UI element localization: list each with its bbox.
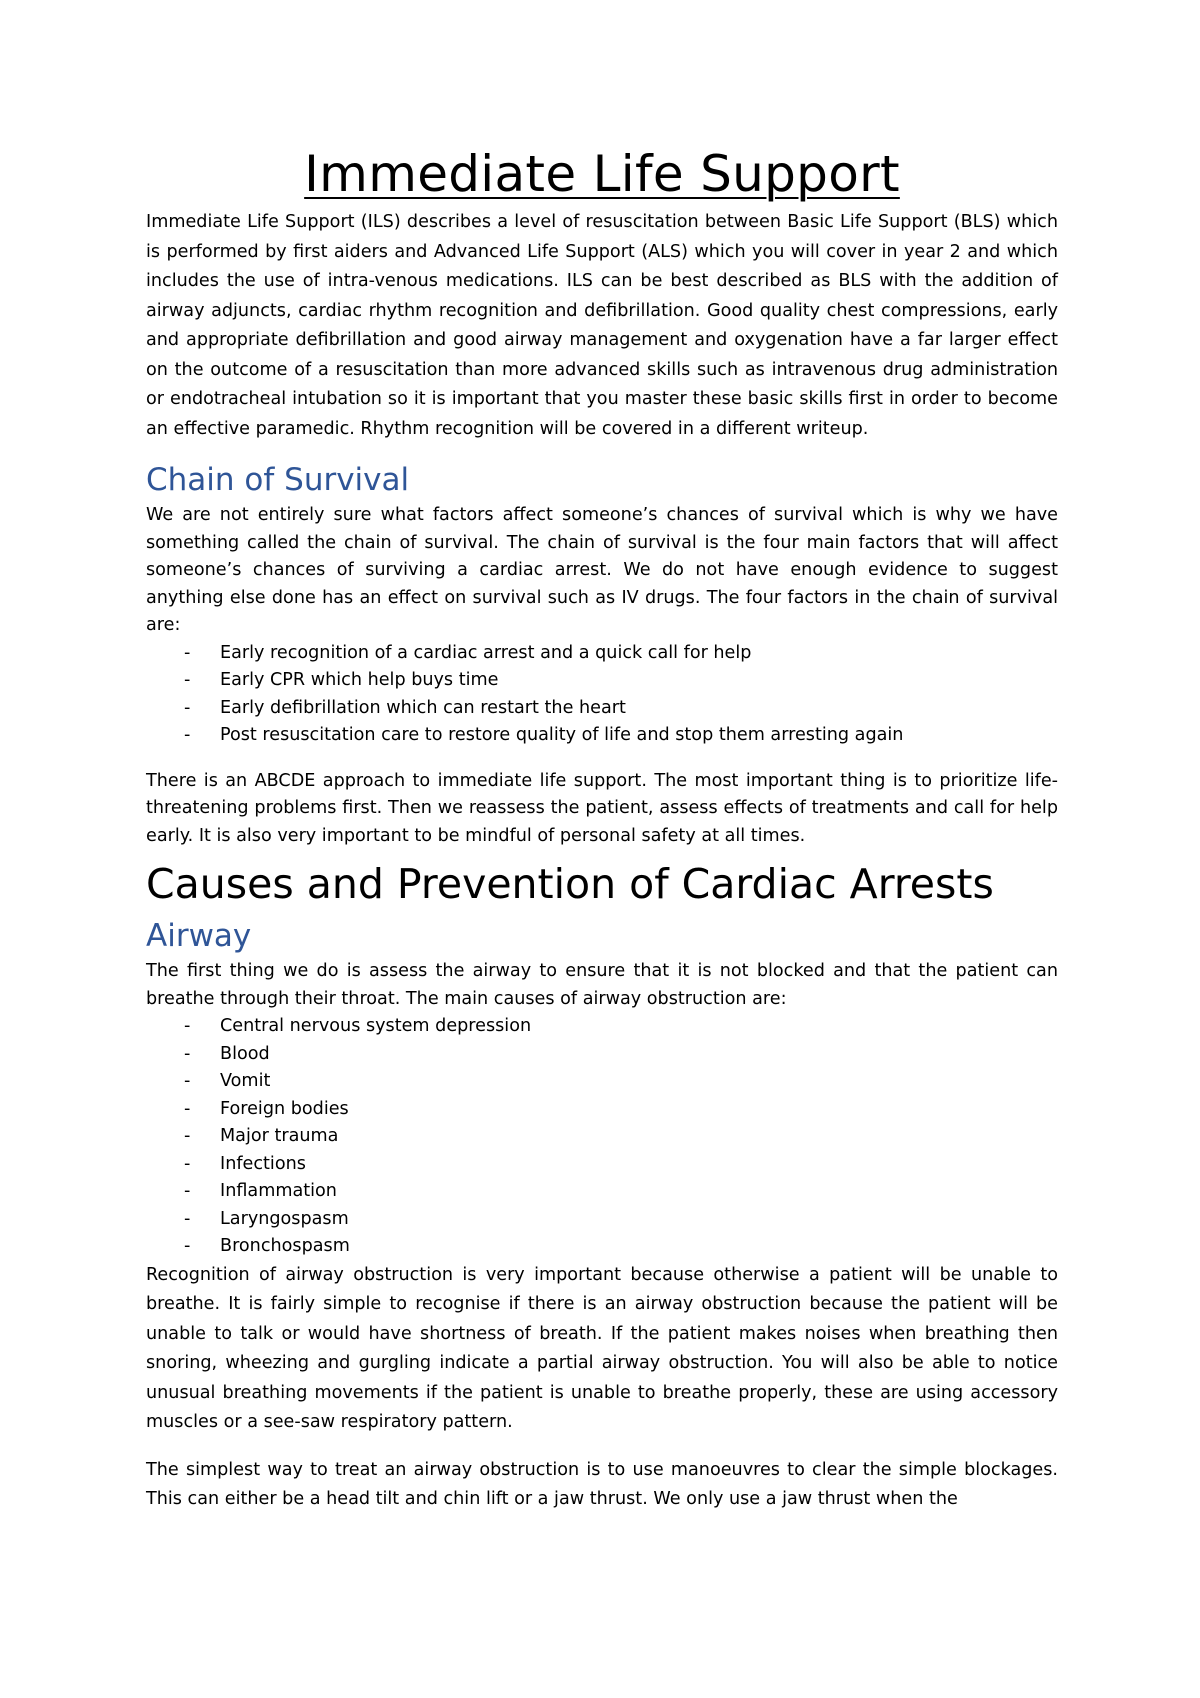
list-item xyxy=(146,1123,1058,1151)
dash-bullet: - xyxy=(184,1098,191,1119)
paragraph-spacer xyxy=(146,750,1058,768)
list-item-text: Vomit xyxy=(220,1071,271,1091)
list-item xyxy=(146,1068,1058,1096)
list-item-text: Central nervous system depression xyxy=(220,1016,532,1036)
list-item xyxy=(146,1151,1058,1179)
list-item-text: Inflammation xyxy=(220,1181,337,1201)
dash-bullet: - xyxy=(184,1181,191,1201)
dash-bullet: - xyxy=(184,1016,191,1036)
list-item xyxy=(146,667,1058,695)
dash-bullet: - xyxy=(184,1126,191,1146)
chain-of-survival-paragraph: We are not entirely sure what factors affect someone’s chances of survival which is why we have something called the chain of survival. The chain of survival is the four main factors that will affect someone’s chances of surviving a cardiac arrest. We do not have enough evidence to suggest anything else done has an effect on survival such as IV drugs. The four factors in the chain of survival are: xyxy=(146,505,1058,635)
dash-bullet: - xyxy=(184,642,191,663)
list-item-text: Early defibrillation which can restart the heart xyxy=(220,697,626,718)
dash-bullet: - xyxy=(184,1153,191,1174)
abcde-paragraph: There is an ABCDE approach to immediate life support. The most important thing is to prioritize life-threatening problems first. Then we reassess the patient, assess effects of treatments and call for help early. It is also very important to be mindful of personal safety at all times. xyxy=(146,770,1058,846)
list-item-text: Major trauma xyxy=(220,1126,339,1146)
list-item xyxy=(146,722,1058,750)
list-item xyxy=(146,640,1058,668)
list-item-text: Blood xyxy=(220,1043,270,1064)
airway-paragraph: The first thing we do is assess the airway to ensure that it is not blocked and that the patient can breathe through their throat. The main causes of airway obstruction are: xyxy=(146,961,1058,1009)
treatment-paragraph: The simplest way to treat an airway obstruction is to use manoeuvres to clear the simple blockages. This can either be a head tilt and chin lift or a jaw thrust. We only use a jaw thrust when the xyxy=(146,1459,1058,1509)
dash-bullet: - xyxy=(184,697,191,718)
list-item xyxy=(146,1013,1058,1041)
causes-heading: Causes and Prevention of Cardiac Arrests xyxy=(146,860,994,908)
list-item-text: Early CPR which help buys time xyxy=(220,670,499,690)
list-item-text: Post resuscitation care to restore quality of life and stop them arresting again xyxy=(220,725,904,745)
document-body xyxy=(146,142,1058,1515)
intro-paragraph: Immediate Life Support (ILS) describes a level of resuscitation between Basic Life Support (BLS) which is performed by first aiders and Advanced Life Support (ALS) which you will cover in year 2 and which includes the use of intra-venous medications. ILS can be best described as BLS with the addition of airway adjuncts, cardiac rhythm recognition and defibrillation. Good quality chest compressions, early and appropriate defibrillation and good airway management and oxygenation have a far larger effect on the outcome of a resuscitation than more advanced skills such as intravenous drug administration or endotracheal intubation so it is important that you master these basic skills first in order to become an effective paramedic. Rhythm recognition will be covered in a different writeup. xyxy=(146,212,1058,439)
dash-bullet: - xyxy=(184,1236,191,1256)
list-item xyxy=(146,1096,1058,1124)
list-item-text: Bronchospasm xyxy=(220,1236,350,1256)
chain-of-survival-list xyxy=(146,640,1058,750)
list-item xyxy=(146,1233,1058,1261)
list-item-text: Laryngospasm xyxy=(220,1208,349,1229)
chain-of-survival-heading: Chain of Survival xyxy=(146,462,410,498)
dash-bullet: - xyxy=(184,1071,191,1091)
list-item xyxy=(146,1206,1058,1234)
dash-bullet: - xyxy=(184,1043,191,1064)
dash-bullet: - xyxy=(184,725,191,745)
list-item-text: Infections xyxy=(220,1153,306,1174)
dash-bullet: - xyxy=(184,1208,191,1229)
list-item-text: Foreign bodies xyxy=(220,1098,349,1119)
paragraph-spacer xyxy=(146,1438,1058,1456)
list-item xyxy=(146,695,1058,723)
list-item xyxy=(146,1041,1058,1069)
airway-causes-list xyxy=(146,1013,1058,1261)
page-title: Immediate Life Support xyxy=(304,145,900,203)
list-item-text: Early recognition of a cardiac arrest and a quick call for help xyxy=(220,642,752,663)
list-item xyxy=(146,1178,1058,1206)
recognition-paragraph: Recognition of airway obstruction is very important because otherwise a patient will be unable to breathe. It is fairly simple to recognise if there is an airway obstruction because the patient will be unable to talk or would have shortness of breath. If the patient makes noises when breathing then snoring, wheezing and gurgling indicate a partial airway obstruction. You will also be able to notice unusual breathing movements if the patient is unable to breathe properly, these are using accessory muscles or a see-saw respiratory pattern. xyxy=(146,1264,1058,1432)
airway-heading: Airway xyxy=(146,918,252,954)
dash-bullet: - xyxy=(184,670,191,690)
